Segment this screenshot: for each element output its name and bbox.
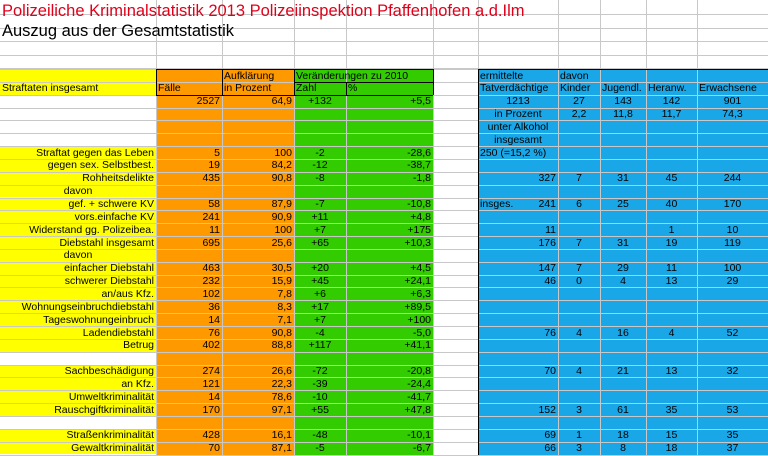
total-zahl: +132 bbox=[308, 95, 332, 108]
total-faelle: 2527 bbox=[196, 95, 220, 108]
row-prozent: -41,7 bbox=[407, 390, 431, 403]
row-kinder: 4 bbox=[576, 365, 582, 378]
row-faelle: 241 bbox=[202, 210, 220, 223]
row-erwachsene bbox=[697, 301, 768, 314]
row-erwachsene: 100 bbox=[723, 262, 742, 275]
row-heranw: 35 bbox=[665, 403, 678, 416]
header-straftaten: Straftaten insgesamt bbox=[2, 82, 99, 95]
row-zahl bbox=[294, 185, 346, 198]
header-kinder: Kinder bbox=[560, 82, 591, 95]
row-label: Umweltkriminalität bbox=[68, 390, 154, 403]
row-faelle: 19 bbox=[208, 159, 220, 172]
row-heranw bbox=[646, 211, 697, 224]
row-zahl: -10 bbox=[312, 390, 328, 403]
row-label: einfacher Diebstahl bbox=[64, 262, 154, 275]
row-tatverdaechtige bbox=[478, 159, 558, 172]
page-subtitle: Auszug aus der Gesamtstatistik bbox=[2, 22, 235, 40]
row-prozent bbox=[346, 352, 433, 365]
grid-line bbox=[0, 41, 768, 42]
total-prozent: +5,5 bbox=[410, 95, 431, 108]
row-faelle: 170 bbox=[202, 403, 220, 416]
prozent-label: in Prozent bbox=[494, 108, 542, 121]
row-aufklaerung: 78,6 bbox=[271, 390, 292, 403]
row-aufklaerung: 100 bbox=[274, 146, 292, 159]
row-jugendl bbox=[600, 159, 646, 172]
row-kinder: 3 bbox=[576, 403, 582, 416]
row-jugendl bbox=[600, 288, 646, 301]
row-heranw: 11 bbox=[666, 262, 677, 275]
row-zahl bbox=[294, 249, 346, 262]
row-zahl: +7 bbox=[314, 313, 326, 326]
row-kinder: 6 bbox=[576, 198, 582, 210]
row-faelle: 402 bbox=[202, 339, 220, 352]
alkohol-value: 250 (=15,2 %) bbox=[480, 146, 547, 159]
row-faelle bbox=[156, 352, 222, 365]
row-prozent: -10,8 bbox=[407, 198, 431, 210]
row-jugendl: 21 bbox=[617, 365, 629, 378]
row-zahl: +6 bbox=[314, 287, 326, 300]
row-erwachsene bbox=[697, 211, 768, 224]
row-heranw: 40 bbox=[665, 198, 678, 210]
row-faelle: 102 bbox=[202, 287, 220, 300]
grid-line bbox=[697, 0, 698, 69]
row-prozent: +24,1 bbox=[404, 275, 431, 288]
row-tatverdaechtige bbox=[478, 391, 558, 404]
row-label: an Kfz. bbox=[121, 377, 154, 390]
row-label: Widerstand gg. Polizeibea. bbox=[29, 223, 154, 236]
row-zahl: -4 bbox=[315, 326, 325, 339]
prozent-heranw: 11,7 bbox=[661, 108, 682, 121]
row-jugendl bbox=[600, 249, 646, 262]
row-tatverdaechtige: 66 bbox=[544, 442, 556, 455]
row-faelle: 14 bbox=[208, 313, 220, 326]
row-faelle: 274 bbox=[202, 365, 220, 378]
header-zahl: Zahl bbox=[296, 82, 317, 95]
row-faelle: 76 bbox=[208, 326, 220, 339]
row-faelle bbox=[156, 416, 222, 429]
row-zahl: +117 bbox=[308, 339, 332, 352]
row-heranw bbox=[646, 159, 697, 172]
header-heranw: Heranw. bbox=[648, 82, 687, 95]
row-erwachsene bbox=[697, 185, 768, 198]
row-heranw: 45 bbox=[665, 172, 678, 185]
row-tatverdaechtige bbox=[478, 352, 558, 365]
row-aufklaerung: 30,5 bbox=[271, 262, 292, 275]
row-tatverdaechtige: 46 bbox=[544, 275, 556, 288]
row-erwachsene: 244 bbox=[723, 172, 742, 185]
row-jugendl: 31 bbox=[617, 236, 629, 249]
row-aufklaerung: 90,8 bbox=[271, 172, 292, 185]
row-label: davon bbox=[63, 249, 93, 262]
row-erwachsene bbox=[697, 314, 768, 327]
row-label: Ladendiebstahl bbox=[82, 326, 154, 339]
row-jugendl: 8 bbox=[620, 442, 626, 455]
row-jugendl bbox=[600, 416, 646, 429]
row-zahl: +65 bbox=[311, 236, 329, 249]
row-prozent: -1,8 bbox=[412, 172, 431, 185]
grid-line bbox=[600, 0, 601, 69]
row-faelle: 36 bbox=[208, 300, 220, 313]
row-aufklaerung bbox=[222, 416, 294, 429]
row-erwachsene: 32 bbox=[726, 365, 739, 378]
row-tatverdaechtige bbox=[478, 211, 558, 224]
row-prozent: -24,4 bbox=[407, 377, 431, 390]
row-jugendl: 4 bbox=[620, 275, 626, 288]
row-kinder bbox=[558, 301, 600, 314]
row-heranw: 18 bbox=[665, 442, 678, 455]
row-jugendl bbox=[600, 147, 646, 160]
row-erwachsene bbox=[697, 288, 768, 301]
row-aufklaerung: 90,9 bbox=[271, 210, 292, 223]
row-prozent: +175 bbox=[407, 223, 431, 236]
row-prozent: -10,1 bbox=[407, 429, 431, 442]
row-heranw bbox=[646, 339, 697, 352]
row-kinder: 4 bbox=[576, 326, 582, 339]
row-erwachsene bbox=[697, 378, 768, 391]
row-label: gegen sex. Selbstbest. bbox=[47, 159, 154, 172]
row-erwachsene: 29 bbox=[726, 275, 739, 288]
row-prozent: -5,0 bbox=[412, 326, 431, 339]
row-jugendl: 61 bbox=[617, 403, 629, 416]
row-jugendl bbox=[600, 224, 646, 237]
row-jugendl bbox=[600, 185, 646, 198]
total-jugendl: 143 bbox=[614, 95, 632, 108]
row-erwachsene bbox=[697, 352, 768, 365]
row-prozent bbox=[346, 249, 433, 262]
grid-line bbox=[646, 0, 647, 69]
row-kinder bbox=[558, 314, 600, 327]
row-zahl: -7 bbox=[315, 198, 325, 210]
row-tatverdaechtige bbox=[478, 416, 558, 429]
row-label: Rohheitsdelikte bbox=[82, 172, 154, 185]
row-kinder: 7 bbox=[576, 236, 582, 249]
blank-cell bbox=[0, 133, 156, 146]
row-tatverdaechtige: 152 bbox=[538, 403, 556, 416]
row-tatverdaechtige: 76 bbox=[544, 326, 556, 339]
row-aufklaerung: 25,6 bbox=[271, 236, 292, 249]
row-erwachsene: 35 bbox=[726, 429, 739, 442]
total-heranw: 142 bbox=[662, 95, 681, 108]
row-tatverdaechtige: 147 bbox=[538, 262, 556, 275]
blank-cell bbox=[0, 95, 156, 108]
row-kinder bbox=[558, 249, 600, 262]
row-aufklaerung: 7,1 bbox=[277, 313, 292, 326]
row-faelle: 121 bbox=[202, 377, 220, 390]
row-jugendl: 31 bbox=[617, 172, 629, 185]
row-aufklaerung: 8,3 bbox=[277, 300, 292, 313]
row-faelle: 58 bbox=[208, 198, 220, 210]
row-prozent: +4,8 bbox=[410, 210, 431, 223]
row-zahl bbox=[294, 352, 346, 365]
row-erwachsene: 170 bbox=[723, 198, 742, 210]
row-label: Rauschgiftkriminalität bbox=[54, 403, 154, 416]
row-prozent bbox=[346, 185, 433, 198]
row-aufklaerung bbox=[222, 185, 294, 198]
row-heranw bbox=[646, 249, 697, 262]
row-zahl: -5 bbox=[315, 442, 325, 455]
row-zahl: +7 bbox=[314, 223, 326, 236]
row-jugendl bbox=[600, 391, 646, 404]
row-jugendl bbox=[600, 339, 646, 352]
row-prozent: +47,8 bbox=[404, 403, 431, 416]
header-veraenderungen: Veränderungen zu 2010 bbox=[296, 69, 409, 82]
row-tatverdaechtige bbox=[478, 185, 558, 198]
row-label: Diebstahl insgesamt bbox=[59, 236, 154, 249]
row-tatverdaechtige: 241 bbox=[538, 198, 556, 210]
row-aufklaerung: 16,1 bbox=[271, 429, 292, 442]
row-zahl: -48 bbox=[312, 429, 328, 442]
row-label: Straßenkriminalität bbox=[66, 429, 154, 442]
row-kinder: 0 bbox=[576, 275, 582, 288]
row-zahl: +11 bbox=[311, 210, 329, 223]
row-aufklaerung: 84,2 bbox=[271, 159, 292, 172]
row-aufklaerung: 100 bbox=[274, 223, 292, 236]
row-jugendl bbox=[600, 314, 646, 327]
row-kinder bbox=[558, 211, 600, 224]
row-tatverdaechtige: 327 bbox=[538, 172, 556, 185]
row-jugendl bbox=[600, 301, 646, 314]
row-heranw: 4 bbox=[668, 326, 675, 339]
row-label: Sachbeschädigung bbox=[64, 365, 154, 378]
row-kinder bbox=[558, 159, 600, 172]
prozent-erwachsene: 74,3 bbox=[722, 108, 743, 121]
row-heranw bbox=[646, 301, 697, 314]
row-aufklaerung: 26,6 bbox=[271, 365, 292, 378]
row-tatverdaechtige bbox=[478, 378, 558, 391]
header-aufklaerung: Aufklärung bbox=[224, 69, 275, 82]
row-aufklaerung: 15,9 bbox=[271, 275, 292, 288]
prozent-kinder: 2,2 bbox=[571, 108, 587, 121]
row-kinder: 3 bbox=[576, 442, 582, 455]
row-heranw bbox=[646, 314, 697, 327]
row-label bbox=[0, 352, 156, 365]
row-heranw: 13 bbox=[665, 365, 678, 378]
row-zahl: +20 bbox=[311, 262, 329, 275]
header-prozent: % bbox=[348, 82, 358, 95]
row-kinder: 1 bbox=[576, 429, 582, 442]
row-heranw: 15 bbox=[665, 429, 678, 442]
header-tatverdaechtige: Tatverdächtige bbox=[480, 82, 549, 95]
row-label: Gewaltkriminalität bbox=[71, 442, 154, 455]
row-prozent: +89,5 bbox=[404, 300, 431, 313]
row-faelle bbox=[156, 249, 222, 262]
row-faelle: 11 bbox=[209, 223, 220, 236]
row-zahl: -72 bbox=[312, 365, 328, 378]
row-heranw bbox=[646, 185, 697, 198]
row-heranw bbox=[646, 147, 697, 160]
row-prozent: -38,7 bbox=[407, 159, 431, 172]
row-heranw: 1 bbox=[668, 223, 675, 236]
row-label: vors.einfache KV bbox=[74, 210, 154, 223]
row-tatverdaechtige: 69 bbox=[544, 429, 556, 442]
total-erwachsene: 901 bbox=[723, 95, 742, 108]
row-zahl: -39 bbox=[312, 377, 328, 390]
row-aufklaerung: 87,1 bbox=[271, 442, 292, 455]
row-tatverdaechtige bbox=[478, 249, 558, 262]
row-aufklaerung bbox=[222, 352, 294, 365]
row-label bbox=[0, 416, 156, 429]
row-faelle: 5 bbox=[214, 146, 220, 159]
row-erwachsene: 52 bbox=[726, 326, 739, 339]
row-zahl: -8 bbox=[315, 172, 325, 185]
row-heranw bbox=[646, 391, 697, 404]
row-faelle: 232 bbox=[202, 275, 220, 288]
row-tatverdaechtige: 176 bbox=[538, 236, 556, 249]
row-heranw bbox=[646, 378, 697, 391]
row-kinder bbox=[558, 288, 600, 301]
blank-cell bbox=[0, 108, 156, 121]
row-kinder: 7 bbox=[576, 262, 582, 275]
header-erwachsene: Erwachsene bbox=[699, 82, 757, 95]
row-faelle: 70 bbox=[208, 442, 220, 455]
row-zahl: +45 bbox=[311, 275, 329, 288]
row-kinder bbox=[558, 185, 600, 198]
row-jugendl: 25 bbox=[617, 198, 629, 210]
total-kinder: 27 bbox=[573, 95, 585, 108]
row-prozent: +6,3 bbox=[410, 287, 431, 300]
grid-line bbox=[0, 55, 768, 56]
blank-cell bbox=[0, 120, 156, 133]
row-erwachsene bbox=[697, 159, 768, 172]
grid-line bbox=[433, 69, 434, 455]
row-prozent: -28,6 bbox=[407, 146, 431, 159]
row-label: schwerer Diebstahl bbox=[64, 275, 154, 288]
row-faelle: 435 bbox=[202, 172, 220, 185]
row-kinder bbox=[558, 147, 600, 160]
total-tatverdaechtige: 1213 bbox=[506, 95, 530, 108]
row-erwachsene: 10 bbox=[726, 223, 739, 236]
row-faelle: 428 bbox=[202, 429, 220, 442]
row-erwachsene bbox=[697, 249, 768, 262]
row-jugendl bbox=[600, 352, 646, 365]
row-jugendl: 16 bbox=[617, 326, 629, 339]
row-kinder bbox=[558, 378, 600, 391]
row-prozent: +41,1 bbox=[404, 339, 431, 352]
row-tatverdaechtige bbox=[478, 288, 558, 301]
yellow-cell bbox=[0, 69, 156, 82]
row-prozent: +100 bbox=[407, 313, 431, 326]
row-heranw: 19 bbox=[665, 236, 678, 249]
row-zahl: +55 bbox=[311, 403, 329, 416]
header-davon: davon bbox=[560, 69, 589, 82]
row-tatverdaechtige bbox=[478, 339, 558, 352]
row-aufklaerung: 88,8 bbox=[271, 339, 292, 352]
row-faelle: 463 bbox=[202, 262, 220, 275]
alkohol-label: unter Alkohol bbox=[487, 120, 549, 133]
row-aufklaerung: 87,9 bbox=[271, 198, 292, 210]
row-jugendl bbox=[600, 378, 646, 391]
row-aufklaerung: 90,8 bbox=[271, 326, 292, 339]
alkohol-insgesamt: insgesamt bbox=[494, 133, 542, 146]
row-erwachsene bbox=[697, 391, 768, 404]
row-jugendl bbox=[600, 211, 646, 224]
row-tatverdaechtige bbox=[478, 147, 558, 160]
row-prozent: -20,8 bbox=[407, 365, 431, 378]
row-label: Betrug bbox=[123, 339, 154, 352]
prozent-jugendl: 11,8 bbox=[613, 108, 633, 121]
row-label: Tageswohnungeinbruch bbox=[43, 313, 154, 326]
row-faelle: 14 bbox=[208, 390, 220, 403]
row-tatverdaechtige bbox=[478, 301, 558, 314]
row-kinder bbox=[558, 352, 600, 365]
total-aufklaerung: 64,9 bbox=[271, 95, 292, 108]
row-aufklaerung: 97,1 bbox=[271, 403, 292, 416]
row-aufklaerung: 22,3 bbox=[271, 377, 292, 390]
row-prozent bbox=[346, 416, 433, 429]
row-tatverdaechtige: 11 bbox=[545, 223, 556, 236]
row-kinder: 7 bbox=[576, 172, 582, 185]
row-insges-prefix: insges. bbox=[480, 198, 514, 210]
row-faelle: 695 bbox=[202, 236, 220, 249]
grid-line bbox=[558, 0, 559, 69]
row-erwachsene: 53 bbox=[726, 403, 739, 416]
header-faelle: Fälle bbox=[158, 82, 181, 95]
row-kinder bbox=[558, 339, 600, 352]
row-heranw bbox=[646, 416, 697, 429]
row-tatverdaechtige: 70 bbox=[544, 365, 556, 378]
row-aufklaerung bbox=[222, 249, 294, 262]
row-kinder bbox=[558, 416, 600, 429]
row-aufklaerung: 7,8 bbox=[277, 287, 292, 300]
row-label: gef. + schwere KV bbox=[68, 198, 154, 210]
grid-line bbox=[0, 133, 768, 134]
header-ermittelte: ermittelte bbox=[480, 69, 524, 82]
row-jugendl: 18 bbox=[617, 429, 629, 442]
row-prozent: +4,5 bbox=[410, 262, 431, 275]
row-zahl: -12 bbox=[312, 159, 328, 172]
header-jugendl: Jugendl. bbox=[602, 82, 642, 95]
row-label: Straftat gegen das Leben bbox=[36, 146, 154, 159]
page-title: Polizeiliche Kriminalstatistik 2013 Polizeiinspektion Pfaffenhofen a.d.Ilm bbox=[2, 2, 525, 20]
row-label: davon bbox=[63, 185, 93, 198]
row-erwachsene: 119 bbox=[724, 236, 741, 249]
row-kinder bbox=[558, 391, 600, 404]
row-label: Wohnungseinbruchdiebstahl bbox=[21, 300, 154, 313]
row-heranw bbox=[646, 352, 697, 365]
row-erwachsene bbox=[697, 147, 768, 160]
row-erwachsene bbox=[697, 339, 768, 352]
header-in-prozent: in Prozent bbox=[224, 82, 272, 95]
row-jugendl: 29 bbox=[617, 262, 629, 275]
row-zahl: +17 bbox=[311, 300, 329, 313]
row-label: an/aus Kfz. bbox=[101, 287, 154, 300]
row-faelle bbox=[156, 185, 222, 198]
row-heranw bbox=[646, 288, 697, 301]
row-prozent: -6,7 bbox=[412, 442, 431, 455]
row-erwachsene: 37 bbox=[726, 442, 739, 455]
row-zahl bbox=[294, 416, 346, 429]
row-erwachsene bbox=[697, 416, 768, 429]
row-heranw: 13 bbox=[665, 275, 678, 288]
row-kinder bbox=[558, 224, 600, 237]
grid-line bbox=[433, 69, 434, 95]
row-zahl: -2 bbox=[315, 146, 325, 159]
row-prozent: +10,3 bbox=[404, 236, 431, 249]
row-tatverdaechtige bbox=[478, 314, 558, 327]
